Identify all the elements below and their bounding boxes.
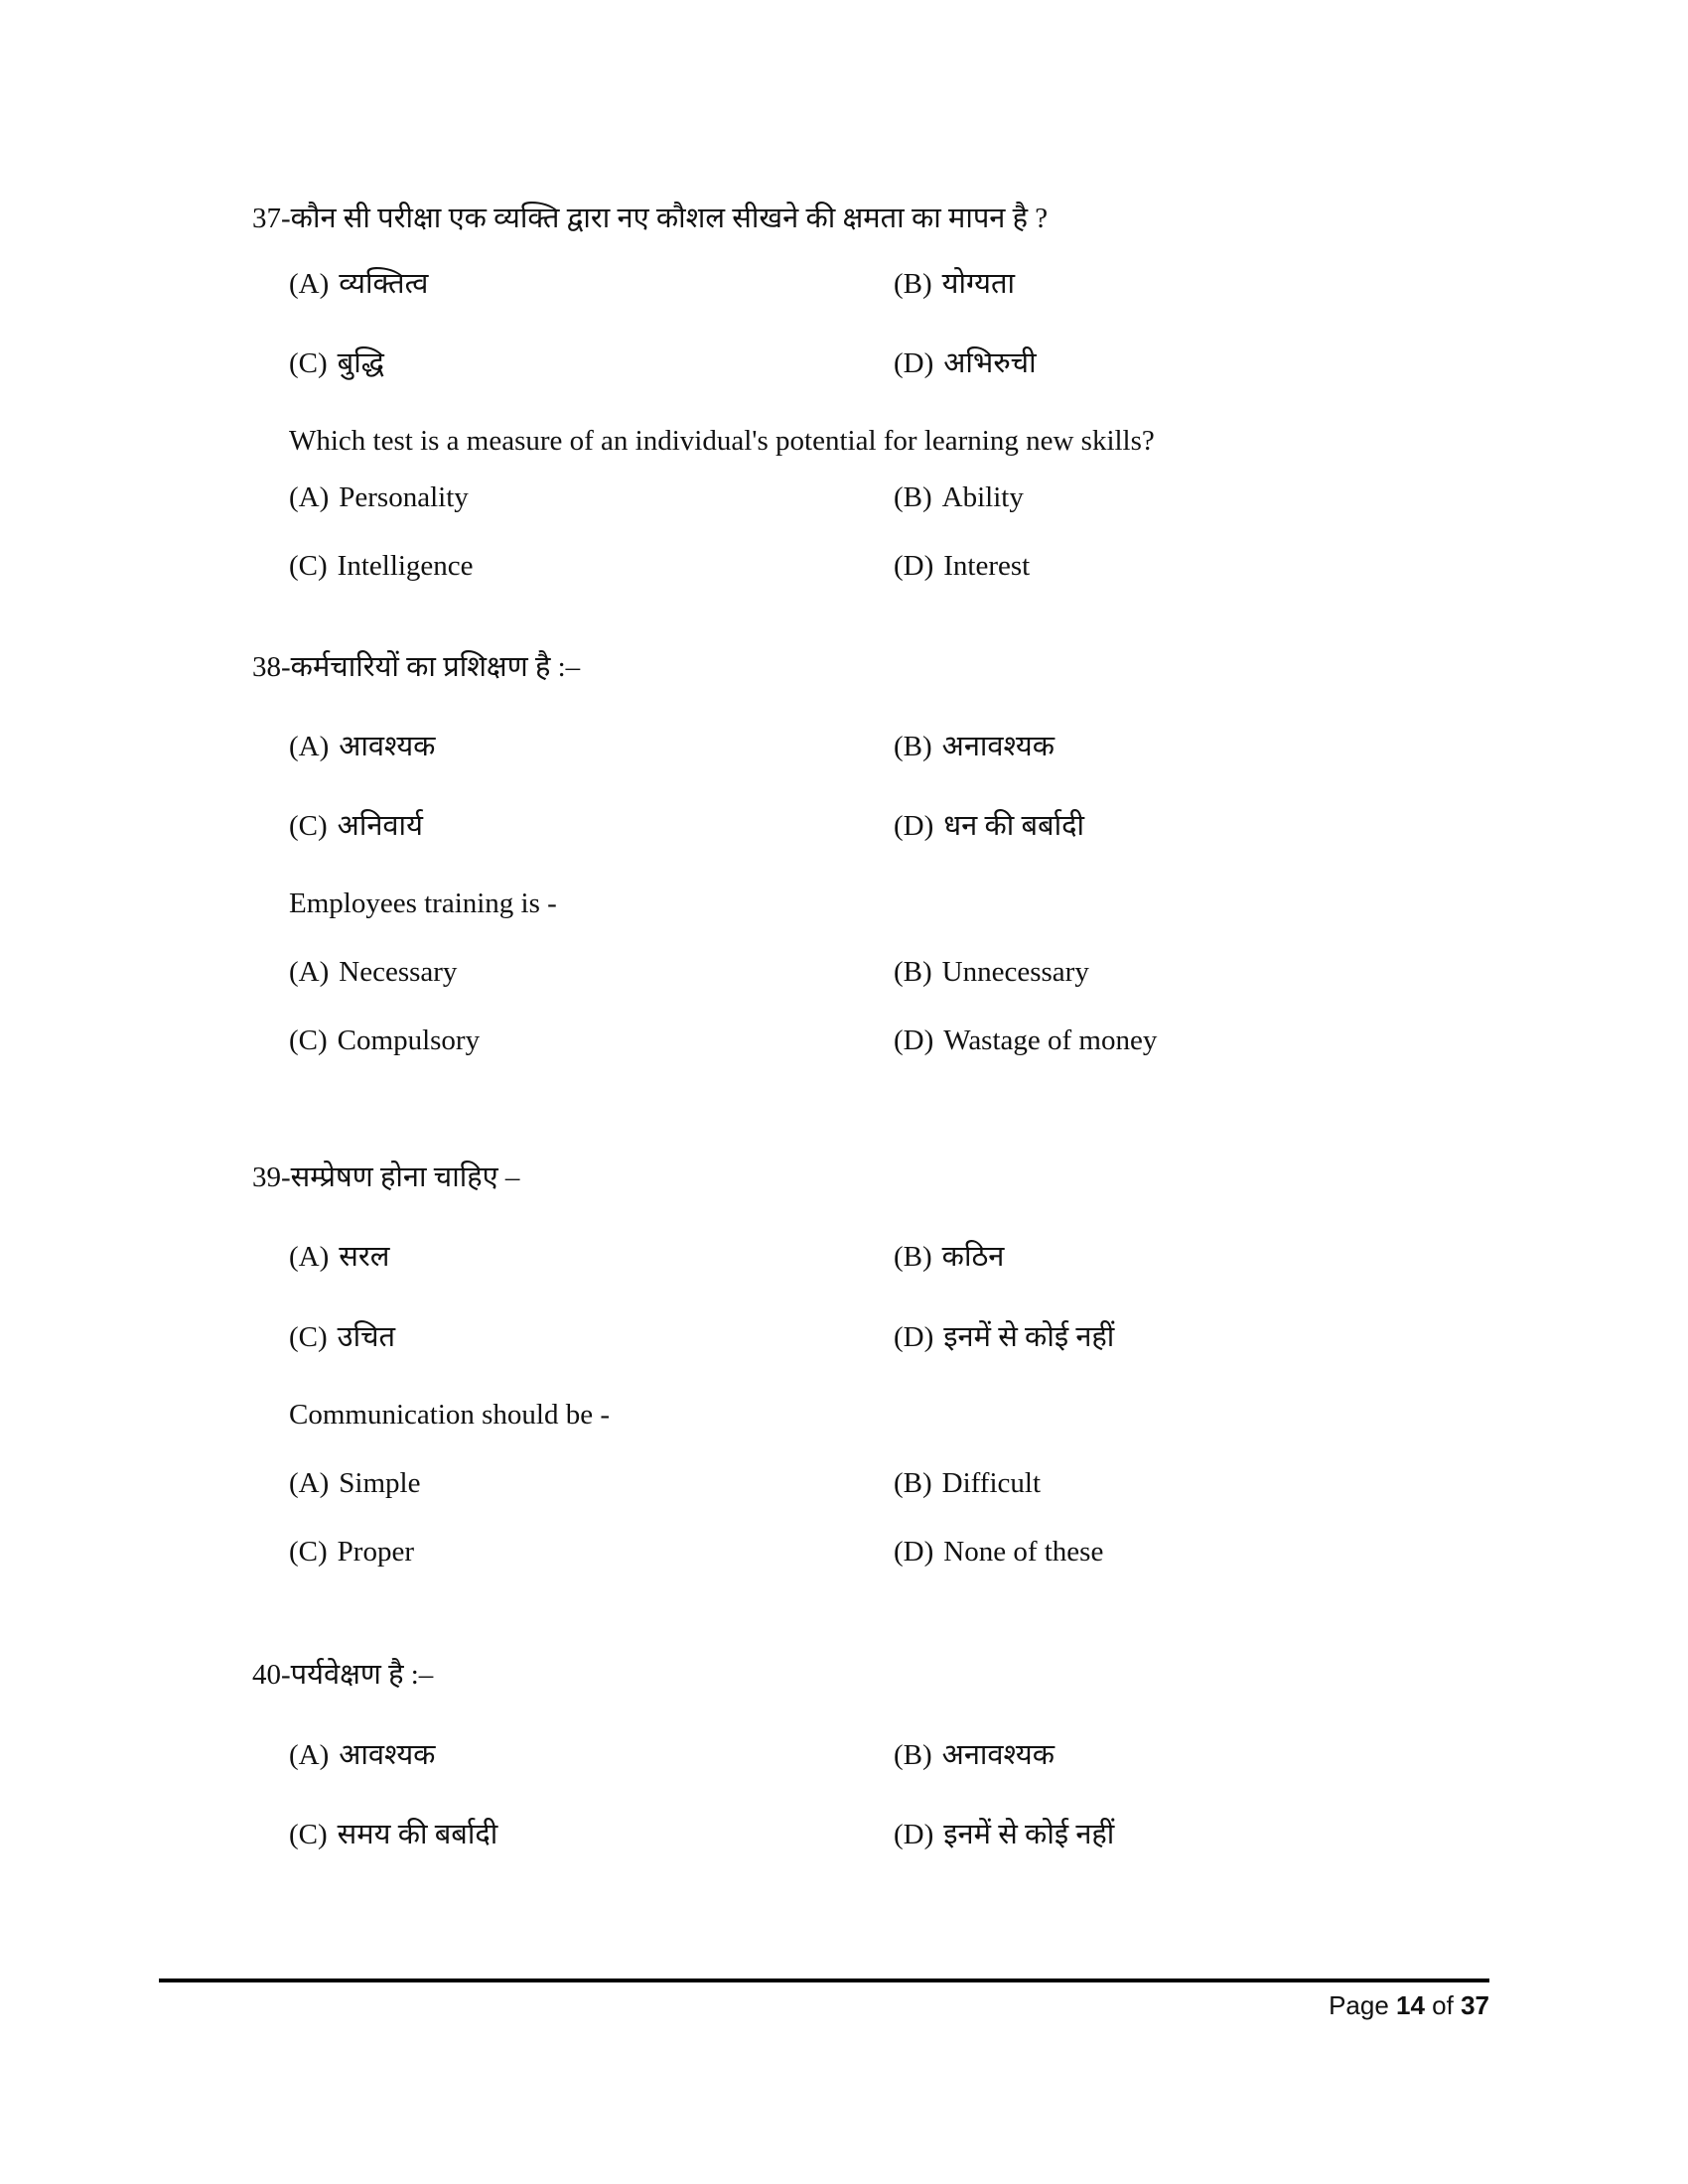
option-d [894,1538,1103,1567]
option-label: (C) [289,1536,328,1568]
option-text: Personality [339,481,469,513]
option-text: अनावश्यक [941,731,1055,762]
option-text: समय की बर्बादी [337,1819,498,1850]
option-b [894,483,1024,512]
option-b [894,958,1089,987]
option-a [289,733,435,761]
question-number: 39- [252,1161,291,1193]
option-text: कठिन [941,1241,1005,1273]
option-b [894,733,1055,761]
option-text: इनमें से कोई नहीं [943,1321,1115,1353]
option-c [289,1026,480,1055]
option-label: (D) [894,1321,934,1353]
option-b [894,270,1015,299]
option-label: (B) [894,956,932,988]
question-37-english: Which test is a measure of an individual's potential for learning new skills? [289,425,1155,457]
option-label: (A) [289,731,330,762]
option-c [289,1821,497,1849]
option-text: Proper [337,1536,414,1568]
option-c [289,812,423,841]
footer-divider [159,1979,1489,1982]
option-text: अभिरुची [943,347,1037,379]
option-label: (B) [894,268,932,300]
option-label: (D) [894,1536,934,1568]
option-c [289,349,384,378]
option-label: (B) [894,1739,932,1771]
option-a [289,958,457,987]
option-text: अनावश्यक [941,1739,1055,1771]
option-text: आवश्यक [339,731,436,762]
option-text: Compulsory [337,1024,481,1056]
option-c [289,1323,395,1352]
option-label: (C) [289,810,328,842]
option-a [289,1243,389,1272]
question-39-hindi [252,1163,519,1192]
option-label: (B) [894,481,932,513]
option-text: अनिवार्य [337,810,423,842]
option-text: बुद्धि [337,347,384,379]
option-label: (C) [289,1024,328,1056]
option-a [289,270,428,299]
option-label: (C) [289,550,328,582]
page-prefix: Page [1329,1990,1397,2020]
question-text: कर्मचारियों का प्रशिक्षण है :– [290,651,581,683]
option-label: (C) [289,347,328,379]
page-total: 37 [1461,1990,1489,2020]
option-c [289,552,474,581]
option-b [894,1469,1041,1498]
option-label: (B) [894,731,932,762]
option-label: (B) [894,1241,932,1273]
option-a [289,483,469,512]
option-label: (D) [894,1024,934,1056]
option-text: धन की बर्बादी [943,810,1085,842]
question-number: 38- [252,651,291,683]
option-d [894,552,1030,581]
page-separator: of [1424,1990,1462,2020]
option-label: (C) [289,1819,328,1850]
option-text: Unnecessary [941,956,1089,988]
option-text: व्यक्तित्व [339,268,429,300]
option-text: उचित [337,1321,396,1353]
option-text: Necessary [339,956,458,988]
option-label: (A) [289,1241,330,1273]
question-40-hindi [252,1661,433,1690]
option-d [894,349,1037,378]
question-number: 40- [252,1659,291,1691]
option-label: (D) [894,550,934,582]
option-label: (B) [894,1467,932,1499]
option-text: योग्यता [941,268,1016,300]
option-d [894,1821,1114,1849]
option-label: (C) [289,1321,328,1353]
option-label: (A) [289,1467,330,1499]
question-38-hindi [252,653,580,682]
option-text: सरल [339,1241,390,1273]
option-a [289,1469,420,1498]
option-d [894,1323,1114,1352]
option-d [894,1026,1157,1055]
question-text: सम्प्रेषण होना चाहिए – [290,1161,520,1193]
option-b [894,1741,1055,1770]
page-number [1329,1990,1489,2021]
option-text: Ability [941,481,1024,513]
question-39-english: Communication should be - [289,1399,610,1431]
option-label: (D) [894,347,934,379]
option-label: (D) [894,1819,934,1850]
option-d [894,812,1084,841]
option-text: इनमें से कोई नहीं [943,1819,1115,1850]
option-label: (D) [894,810,934,842]
option-label: (A) [289,1739,330,1771]
question-38-english: Employees training is - [289,887,557,919]
option-text: Interest [943,550,1031,582]
question-text: कौन सी परीक्षा एक व्यक्ति द्वारा नए कौशल सीखने की क्षमता का मापन है ? [290,203,1049,234]
option-label: (A) [289,268,330,300]
option-text: Difficult [941,1467,1042,1499]
option-text: Intelligence [337,550,474,582]
option-b [894,1243,1004,1272]
option-text: Simple [339,1467,421,1499]
option-label: (A) [289,481,330,513]
option-text: Wastage of money [943,1024,1158,1056]
question-text: पर्यवेक्षण है :– [290,1659,434,1691]
option-text: आवश्यक [339,1739,436,1771]
question-37-hindi [252,205,1048,233]
option-c [289,1538,414,1567]
question-number: 37- [252,203,291,234]
page-current: 14 [1396,1990,1425,2020]
option-a [289,1741,435,1770]
option-text: None of these [943,1536,1104,1568]
option-label: (A) [289,956,330,988]
